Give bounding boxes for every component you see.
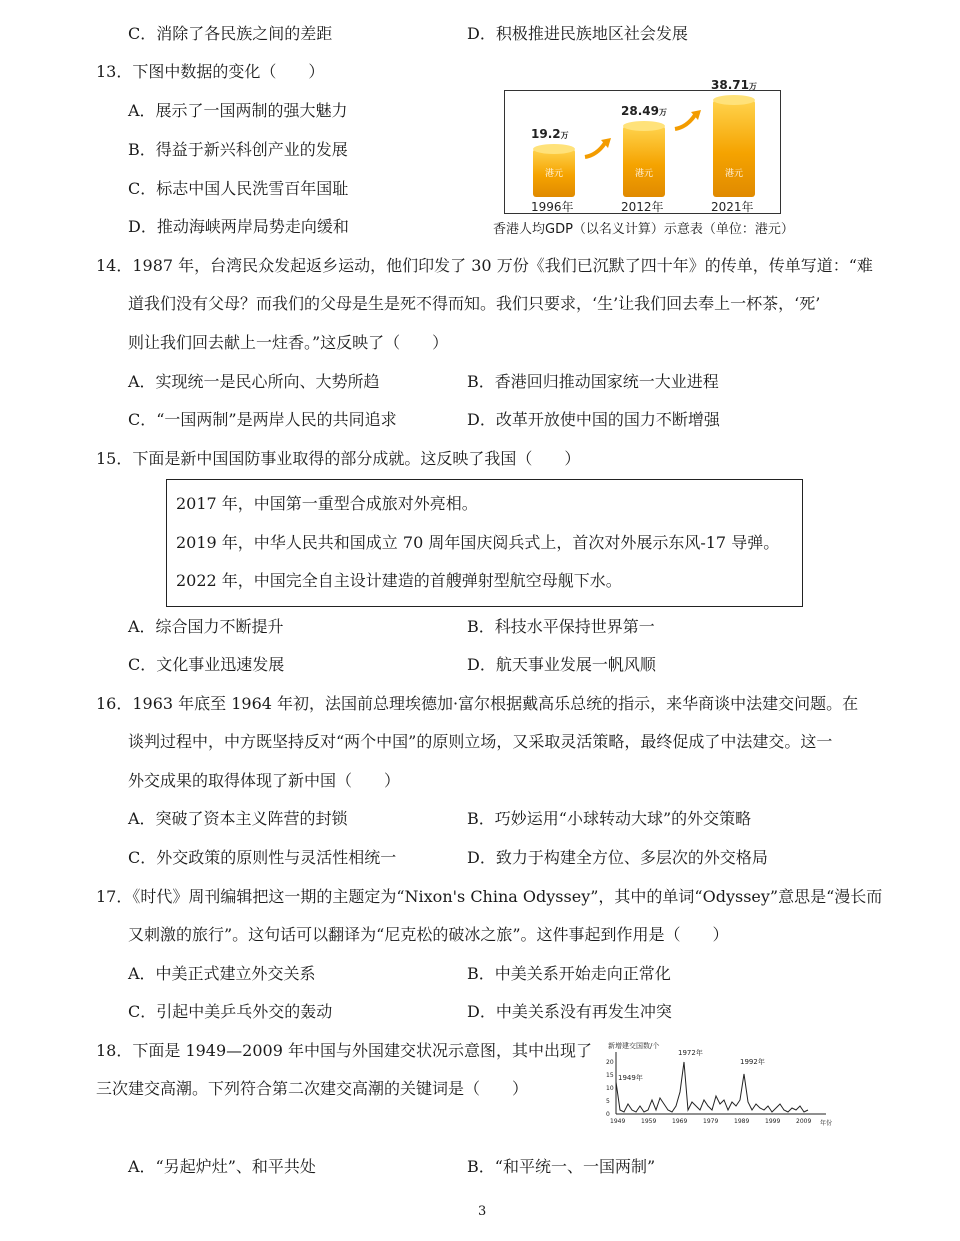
q15-stem: 15．下面是新中国国防事业取得的部分成就。这反映了我国（ ）: [96, 449, 581, 468]
q15-material-line1: 2017 年，中国第一重型合成旅对外亮相。: [176, 494, 478, 513]
x-tick-label: 1979: [703, 1118, 719, 1125]
q16-option-b: B．巧妙运用“小球转动大球”的外交策略: [467, 809, 752, 828]
x-tick-label: 1949: [610, 1118, 626, 1125]
gdp-year-label: 1996年: [531, 200, 574, 214]
q12-option-c: C．消除了各民族之间的差距: [128, 24, 333, 43]
diplomacy-chart: [598, 1040, 838, 1130]
x-tick-label: 1969: [672, 1118, 688, 1125]
q14-stem-line2: 道我们没有父母？而我们的父母是生是死不得而知。我们只要求，‘生’让我们回去奉上一杯茶，‘死’: [128, 294, 821, 313]
q12-option-d: D．积极推进民族地区社会发展: [467, 24, 688, 43]
rising-arrow-icon: [583, 137, 613, 159]
q15-option-c: C．文化事业迅速发展: [128, 655, 285, 674]
q18-option-a: A．“另起炉灶”、和平共处: [128, 1157, 316, 1176]
q15-option-a: A．综合国力不断提升: [128, 617, 284, 636]
gdp-bar-2012年: [623, 126, 665, 197]
page-number: 3: [478, 1204, 487, 1219]
y-tick-label: 10: [606, 1085, 614, 1092]
q14-stem-line1: 14．1987 年，台湾民众发起返乡运动，他们印发了 30 万份《我们已沉默了四十年》的传单，传单写道：“难: [96, 256, 873, 275]
q17-stem-line1: 17．《时代》周刊编辑把这一期的主题定为“Nixon's China Odyssey”，其中的单词“Odyssey”意思是“漫长而: [96, 887, 883, 906]
q16-option-c: C．外交政策的原则性与灵活性相统一: [128, 848, 397, 867]
q15-material-line2: 2019 年，中华人民共和国成立 70 周年国庆阅兵式上，首次对外展示东风-17 导弹。: [176, 533, 780, 552]
q18-option-b: B．“和平统一、一国两制”: [467, 1157, 656, 1176]
diplomacy-series-line: [616, 1062, 808, 1112]
x-tick-label: 1959: [641, 1118, 657, 1125]
q14-option-c: C．“一国两制”是两岸人民的共同追求: [128, 410, 397, 429]
x-tick-label: 1989: [734, 1118, 750, 1125]
y-tick-label: 15: [606, 1072, 614, 1079]
q13-option-a: A．展示了一国两制的强大魅力: [128, 101, 348, 120]
rising-arrow-icon: [673, 109, 703, 131]
q14-stem-line3: 则让我们回去献上一炷香。”这反映了（ ）: [128, 333, 449, 352]
gdp-bar-unit: 港元: [724, 169, 743, 179]
q13-option-c: C．标志中国人民洗雪百年国耻: [128, 179, 349, 198]
gdp-value-label: 28.49万: [621, 104, 667, 118]
q14-option-d: D．改革开放使中国的国力不断增强: [467, 410, 720, 429]
gdp-chart-caption: 香港人均GDP（以名义计算）示意表（单位：港元）: [493, 222, 794, 237]
annotation-1949: 1949年: [618, 1074, 643, 1082]
gdp-value-label: 38.71万: [711, 78, 757, 92]
y-tick-label: 20: [606, 1059, 614, 1066]
y-tick-label: 5: [606, 1098, 610, 1105]
q13-option-b: B．得益于新兴科创产业的发展: [128, 140, 348, 159]
gdp-chart: [504, 78, 781, 214]
q18-stem-line1: 18．下面是 1949—2009 年中国与外国建交状况示意图，其中出现了: [96, 1041, 592, 1060]
q18-stem-line2: 三次建交高潮。下列符合第二次建交高潮的关键词是（ ）: [96, 1079, 529, 1098]
q14-option-a: A．实现统一是民心所向、大势所趋: [128, 372, 380, 391]
q17-option-b: B．中美关系开始走向正常化: [467, 964, 671, 983]
gdp-year-label: 2021年: [711, 200, 754, 214]
annotation-1972: 1972年: [678, 1049, 703, 1057]
gdp-year-label: 2012年: [621, 200, 664, 214]
y-tick-label: 0: [606, 1111, 610, 1118]
q17-option-c: C．引起中美乒乓外交的轰动: [128, 1002, 333, 1021]
gdp-bar-unit: 港元: [544, 169, 563, 179]
q13-option-d: D．推动海峡两岸局势走向缓和: [128, 217, 349, 236]
q13-stem: 13．下图中数据的变化（ ）: [96, 62, 325, 81]
q16-option-d: D．致力于构建全方位、多层次的外交格局: [467, 848, 768, 867]
q16-stem-line3: 外交成果的取得体现了新中国（ ）: [128, 771, 401, 790]
annotation-1992: 1992年: [740, 1058, 765, 1066]
q17-option-a: A．中美正式建立外交关系: [128, 964, 316, 983]
q15-option-b: B．科技水平保持世界第一: [467, 617, 655, 636]
q17-stem-line2: 又刺激的旅行”。这句话可以翻译为“尼克松的破冰之旅”。这件事起到作用是（ ）: [128, 925, 729, 944]
q16-option-a: A．突破了资本主义阵营的封锁: [128, 809, 348, 828]
q15-material-line3: 2022 年，中国完全自主设计建造的首艘弹射型航空母舰下水。: [176, 571, 622, 590]
diplomacy-chart-ylabel: 新增建交国数/个: [608, 1042, 660, 1050]
x-tick-label: 2009: [796, 1118, 812, 1125]
gdp-value-label: 19.2万: [531, 127, 569, 141]
gdp-bar-1996年: [533, 149, 575, 197]
q14-option-b: B．香港回归推动国家统一大业进程: [467, 372, 719, 391]
x-tick-label: 1999: [765, 1118, 781, 1125]
q15-option-d: D．航天事业发展一帆风顺: [467, 655, 656, 674]
gdp-bar-unit: 港元: [634, 169, 653, 179]
q16-stem-line1: 16．1963 年底至 1964 年初，法国前总理埃德加·富尔根据戴高乐总统的指示，来华商谈中法建交问题。在: [96, 694, 859, 713]
q16-stem-line2: 谈判过程中，中方既坚持反对“两个中国”的原则立场，又采取灵活策略，最终促成了中法建交。这一: [128, 732, 833, 751]
q17-option-d: D．中美关系没有再发生冲突: [467, 1002, 672, 1021]
gdp-bar-2021年: [713, 100, 755, 197]
diplomacy-chart-xlabel: 年份: [820, 1120, 833, 1127]
